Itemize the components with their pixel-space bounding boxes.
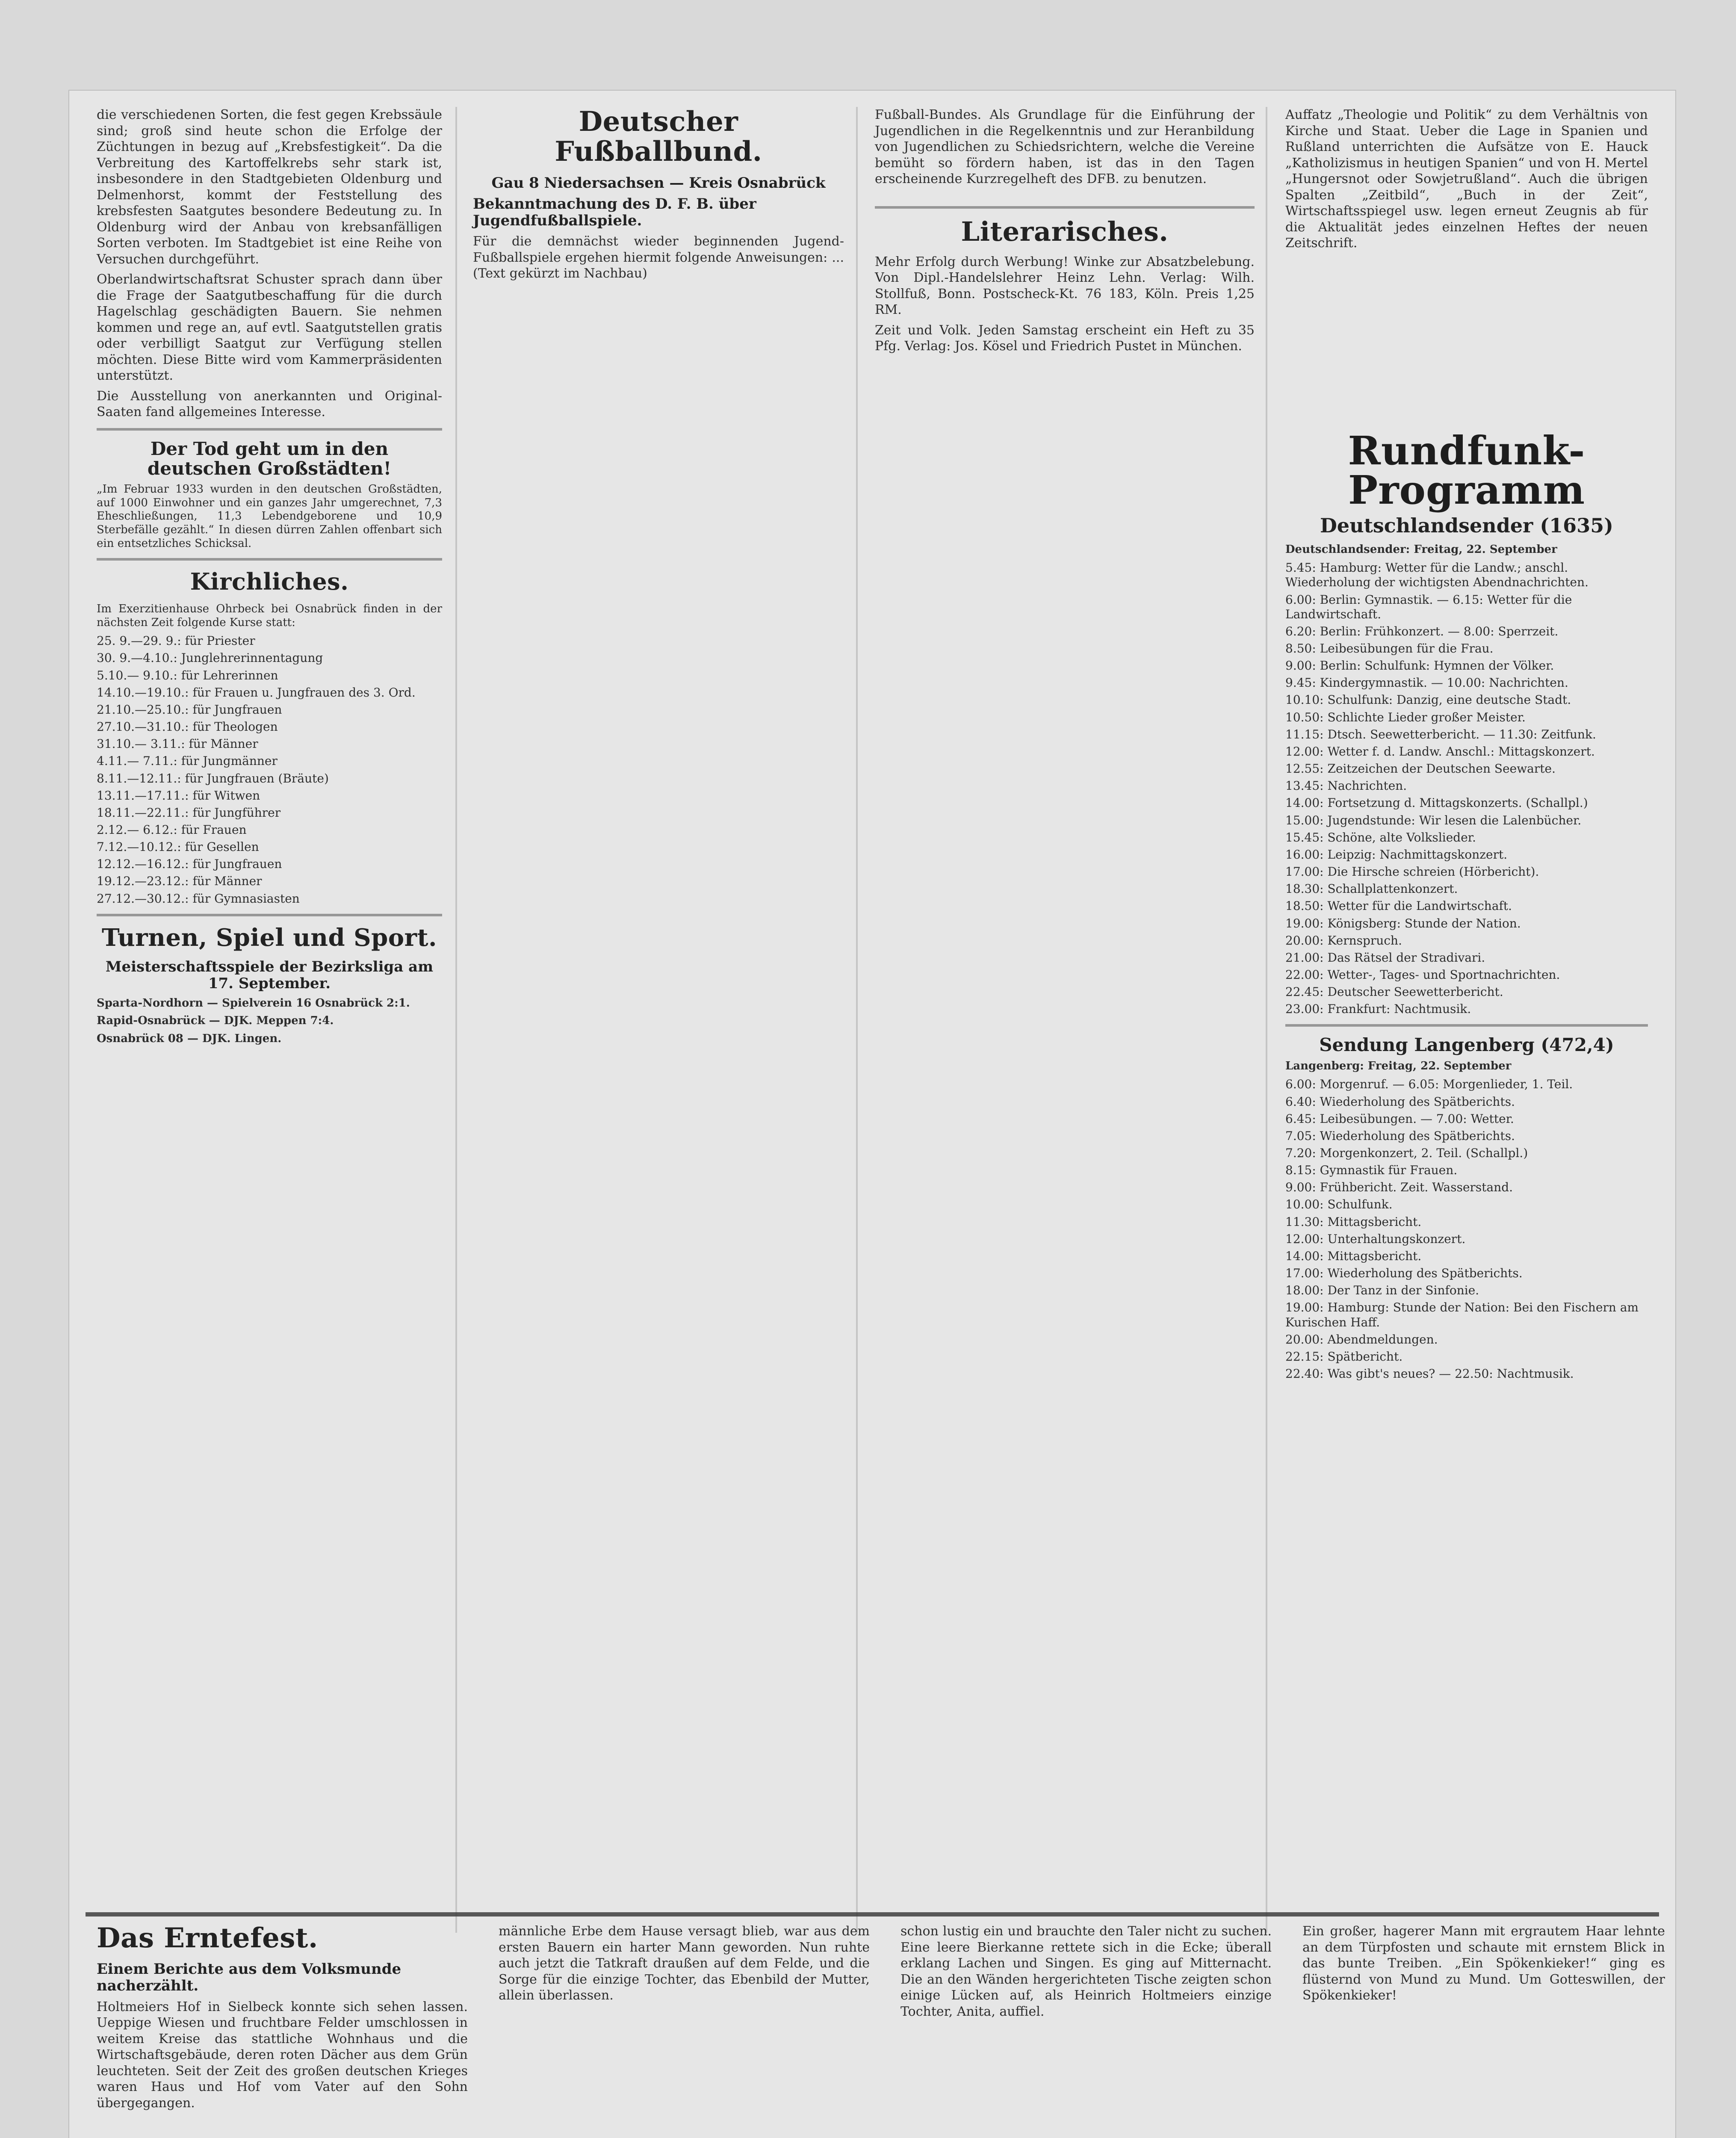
col3-top-body: Fußball-Bundes. Als Grundlage für die Einführung der Jugendlichen in die Regelkenntnis und zur Heranbildung von Jugendlichen zu Schiedsrichtern, welche die Vereine bemüht so fördern haben, ist das in den Tagen erscheinende Kurzregelheft des DFB. zu benutzen. (875, 107, 1259, 186)
bottom-section (86, 1922, 1669, 2138)
ds-item: 19.00: Königsberg: Stunde der Nation. (1285, 916, 1521, 930)
ds-item: 14.00: Fortsetzung d. Mittagskonzerts. (Schallpl.) (1285, 796, 1588, 810)
rundfunk-title: Rundfunk-Programm (1348, 427, 1585, 513)
ds-item: 18.30: Schallplattenkonzert. (1285, 882, 1458, 896)
fussball-title: Deutscher Fußballbund. (555, 106, 762, 168)
literarisches-item-1: Mehr Erfolg durch Werbung! Winke zur Absatzbelebung. Von Dipl.-Handelslehrer Heinz Lehn. Verlag: Wilh. Stollfuß, Bonn. Postscheck-Kt. 76 183, Köln. Preis 1,25 RM. (875, 254, 1259, 318)
langenberg-lead: Langenberg: Freitag, 22. September (1285, 1059, 1512, 1072)
lb-item: 22.40: Was gibt's neues? — 22.50: Nachtmusik. (1285, 1367, 1574, 1381)
deutschlandsender-list (1285, 561, 1648, 1016)
top-column-2 (462, 107, 855, 1933)
erntefest-col4: Ein großer, hagerer Mann mit ergrautem Haar lehnte an dem Türpfosten und schaute mit ernstem Blick in das bunte Treiben. „Ein Spökenkieker!“ ging es flüsternd von Mund zu Mund. Um Gotteswillen, der Spökenkieker! (1302, 1924, 1669, 2003)
kirchliches-item: 27.10.—31.10.: für Theologen (97, 720, 278, 734)
lb-item: 7.20: Morgenkonzert, 2. Teil. (Schallpl.) (1285, 1146, 1528, 1160)
ds-item: 5.45: Hamburg: Wetter für die Landw.; anschl. Wiederholung der wichtigsten Abendnachrichten. (1285, 561, 1589, 590)
ds-item: 20.00: Kernspruch. (1285, 933, 1402, 948)
kirchliches-item: 14.10.—19.10.: für Frauen u. Jungfrauen des 3. Ord. (97, 685, 416, 700)
lb-item: 9.00: Frühbericht. Zeit. Wasserstand. (1285, 1180, 1513, 1195)
ds-item: 10.50: Schlichte Lieder großer Meister. (1285, 710, 1526, 724)
lb-item: 20.00: Abendmeldungen. (1285, 1332, 1438, 1347)
fussball-body: Für die demnächst wieder beginnenden Jugend-Fußballspiele ergehen hiermit folgende Anweisungen: ... (Text gekürzt im Nachbau) (473, 234, 848, 281)
lb-item: 7.05: Wiederholung des Spätberichts. (1285, 1128, 1515, 1143)
fussball-subtitle: Gau 8 Niedersachsen — Kreis Osnabrück (491, 174, 826, 192)
kirchliches-list (97, 634, 442, 906)
ds-item: 18.50: Wetter für die Landwirtschaft. (1285, 899, 1512, 913)
col3-divider (875, 206, 1255, 209)
bottom-column-1 (86, 1923, 479, 2138)
lb-item: 18.00: Der Tanz in der Sinfonie. (1285, 1283, 1479, 1298)
deutschlandsender-title: Deutschlandsender (1635) (1320, 514, 1613, 537)
kirchliches-item: 4.11.— 7.11.: für Jungmänner (97, 754, 278, 768)
top-column-4 (1274, 107, 1659, 1933)
newspaper-page (68, 90, 1676, 2138)
lb-item: 6.00: Morgenruf. — 6.05: Morgenlieder, 1. Teil. (1285, 1077, 1573, 1092)
ds-item: 21.00: Das Rätsel der Stradivari. (1285, 950, 1485, 965)
ds-item: 6.20: Berlin: Frühkonzert. — 8.00: Sperrzeit. (1285, 624, 1559, 638)
column-rule-3 (1266, 107, 1267, 1933)
ds-item: 13.45: Nachrichten. (1285, 779, 1407, 793)
literarisches-title: Literarisches. (961, 216, 1169, 247)
col4-divider (1285, 1024, 1648, 1027)
kirchliches-item: 25. 9.—29. 9.: für Priester (97, 634, 255, 648)
langenberg-list (1285, 1077, 1648, 1381)
kirchliches-item: 21.10.—25.10.: für Jungfrauen (97, 702, 282, 717)
lb-item: 22.15: Spätbericht. (1285, 1349, 1403, 1364)
kirchliches-item: 13.11.—17.11.: für Witwen (97, 788, 260, 803)
kirchliches-item: 7.12.—10.12.: für Gesellen (97, 840, 259, 854)
ds-item: 12.00: Wetter f. d. Landw. Anschl.: Mittagskonzert. (1285, 744, 1595, 759)
section-kirchliches: Kirchliches. (190, 568, 349, 596)
turnen-line-3: Osnabrück 08 — DJK. Lingen. (97, 1032, 282, 1045)
erntefest-title: Das Erntefest. (97, 1922, 318, 1954)
section-turnen: Turnen, Spiel und Sport. (102, 923, 437, 952)
ds-item: 23.00: Frankfurt: Nachtmusik. (1285, 1002, 1471, 1016)
kirchliches-lead: Im Exerzitienhause Ohrbeck bei Osnabrück finden in der nächsten Zeit folgende Kurse statt: (97, 602, 446, 629)
bottom-divider (86, 1912, 1659, 1917)
kirchliches-item: 31.10.— 3.11.: für Männer (97, 737, 258, 751)
lb-item: 6.40: Wiederholung des Spätberichts. (1285, 1094, 1515, 1109)
turnen-line-2: Rapid-Osnabrück — DJK. Meppen 7:4. (97, 1014, 334, 1028)
literarisches-item-2: Zeit und Volk. Jeden Samstag erscheint ein Heft zu 35 Pfg. Verlag: Jos. Kösel und Friedrich Pustet in München. (875, 322, 1259, 354)
kirchliches-item: 5.10.— 9.10.: für Lehrerinnen (97, 668, 278, 682)
deutschlandsender-lead: Deutschlandsender: Freitag, 22. September (1285, 543, 1557, 556)
langenberg-title: Sendung Langenberg (472,4) (1319, 1034, 1614, 1056)
ds-item: 17.00: Die Hirsche schreien (Hörbericht). (1285, 865, 1539, 879)
kirchliches-item: 18.11.—22.11.: für Jungführer (97, 805, 281, 820)
erntefest-col1: Holtmeiers Hof in Sielbeck konnte sich sehen lassen. Ueppige Wiesen und fruchtbare Felder umschlossen in weitem Kreise das stattliche Wohnhaus und die Wirtschaftsgebäude, deren roten Dächer aus dem Grün leuchteten. Seit der Zeit des großen deutschen Krieges waren Haus und Hof vom Vater auf den Sohn übergegangen. (97, 1999, 472, 2111)
lb-item: 19.00: Hamburg: Stunde der Nation: Bei den Fischern am Kurischen Haff. (1285, 1300, 1642, 1329)
kirchliches-item: 12.12.—16.12.: für Jungfrauen (97, 857, 282, 871)
ds-item: 6.00: Berlin: Gymnastik. — 6.15: Wetter für die Landwirtschaft. (1285, 592, 1576, 621)
col1-paragraph-2: Oberlandwirtschaftsrat Schuster sprach dann über die Frage der Saatgutbeschaffung für die durch Hagelschlag geschädigten Bauern. Sie nehmen kommen und rege an, auf evtl. Saatgutstellen gratis oder verbilligt Saatgut zur Verfügung stellen möchten. Diese Bitte wird vom Kammerpräsidenten unterstützt. (97, 272, 446, 383)
erntefest-subtitle: Einem Berichte aus dem Volksmunde nacherzählt. (97, 1961, 402, 1995)
lb-item: 17.00: Wiederholung des Spätberichts. (1285, 1266, 1523, 1281)
lb-item: 10.00: Schulfunk. (1285, 1197, 1393, 1212)
erntefest-col3: schon lustig ein und brauchte den Taler nicht zu suchen. Eine leere Bierkanne rettete sich in die Ecke; überall erklang Lachen und Singen. Es ging auf Mitternacht. Die an den Wänden hergerichteten Tische zeigten schon einige Lücken auf, als Heinrich Holtmeiers einzige Tochter, Anita, auffiel. (900, 1924, 1276, 2019)
bottom-column-2 (487, 1923, 881, 2138)
col1-divider (97, 428, 442, 431)
column-rule-1 (455, 107, 457, 1933)
kirchliches-item: 2.12.— 6.12.: für Frauen (97, 823, 247, 837)
col4-top-paragraph: Auffatz „Theologie und Politik“ zu dem Verhältnis von Kirche und Staat. Ueber die Lage in Spanien und Rußland unterrichten die Aufsätze von E. Hauck „Katholizismus in heutigen Spanien“ und von H. Mertel „Hungersnot oder Sowjetrußland“. Auch die übrigen Spalten „Zeitbild“, „Buch in der Zeit“, Wirtschaftsspiegel usw. legen erneut Zeugnis ab für die Aktualität jedes einzelnen Heftes der neuen Zeitschrift. (1285, 107, 1652, 251)
col1-lead-paragraph: die verschiedenen Sorten, die fest gegen Krebssäule sind; groß sind heute schon die Erfolge der Züchtungen in bezug auf „Krebsfestigkeit“. Da die Verbreitung des Kartoffelkrebs sehr stark ist, insbesondere in den Stadtgebieten Oldenburg und Delmenhorst, kommt der Feststellung des krebsfesten Saatgutes besondere Bedeutung zu. In Oldenburg wird der Anbau von krebsanfälligen Sorten verboten. Im Stadtgebiet ist eine Reihe von Versuchen durchgeführt. (97, 107, 446, 267)
erntefest-col2: männliche Erbe dem Hause versagt blieb, war aus dem ersten Bauern ein harter Mann geworden. Nun ruhte auch jetzt die Tatkraft draußen auf dem Felde, und die Sorge für die einzige Tochter, das Ebenbild der Mutter, allein überlassen. (499, 1924, 874, 2003)
ds-item: 8.50: Leibesübungen für die Frau. (1285, 641, 1494, 656)
bottom-column-4 (1291, 1923, 1676, 2138)
col1-divider-3 (97, 914, 442, 916)
bottom-column-3 (889, 1923, 1283, 2138)
lb-item: 11.30: Mittagsbericht. (1285, 1214, 1422, 1229)
headline-tod-geht-um: Der Tod geht um in den deutschen Großstädten! (147, 438, 392, 479)
ds-item: 16.00: Leipzig: Nachmittagskonzert. (1285, 847, 1508, 862)
kirchliches-item: 8.11.—12.11.: für Jungfrauen (Bräute) (97, 771, 329, 786)
headline-tod-body: „Im Februar 1933 wurden in den deutschen Großstädten, auf 1000 Einwohner und ein ganzes Jahr umgerechnet, 7,3 Eheschließungen, 11,3 Lebendgeborene und 10,9 Sterbefälle gezählt.“ In diesen dürren Zahlen offenbart sich ein entsetzliches Schicksal. (97, 482, 446, 550)
col1-divider-2 (97, 558, 442, 561)
top-column-1 (86, 107, 453, 1933)
turnen-subtitle: Meisterschaftsspiele der Bezirksliga am 17. September. (105, 958, 434, 992)
ds-item: 9.00: Berlin: Schulfunk: Hymnen der Völker. (1285, 659, 1554, 673)
ds-item: 15.45: Schöne, alte Volkslieder. (1285, 830, 1476, 845)
lb-item: 14.00: Mittagsbericht. (1285, 1249, 1422, 1263)
ds-item: 9.45: Kindergymnastik. — 10.00: Nachrichten. (1285, 676, 1568, 690)
kirchliches-item: 27.12.—30.12.: für Gymnasiasten (97, 891, 300, 906)
fussball-bekanntmachung: Bekanntmachung des D. F. B. über Jugendfußballspiele. (473, 195, 756, 229)
top-column-3 (864, 107, 1266, 1933)
lb-item: 8.15: Gymnastik für Frauen. (1285, 1163, 1458, 1178)
ds-item: 11.15: Dtsch. Seewetterbericht. — 11.30: Zeitfunk. (1285, 727, 1596, 741)
lb-item: 12.00: Unterhaltungskonzert. (1285, 1231, 1466, 1246)
ds-item: 22.45: Deutscher Seewetterbericht. (1285, 985, 1503, 999)
ds-item: 10.10: Schulfunk: Danzig, eine deutsche Stadt. (1285, 693, 1571, 707)
col1-paragraph-3: Die Ausstellung von anerkannten und Original-Saaten fand allgemeines Interesse. (97, 388, 442, 419)
lb-item: 6.45: Leibesübungen. — 7.00: Wetter. (1285, 1111, 1514, 1126)
ds-item: 22.00: Wetter-, Tages- und Sportnachrichten. (1285, 967, 1560, 982)
turnen-line-1: Sparta-Nordhorn — Spielverein 16 Osnabrück 2:1. (97, 996, 410, 1010)
ds-item: 12.55: Zeitzeichen der Deutschen Seewarte. (1285, 762, 1556, 776)
kirchliches-item: 30. 9.—4.10.: Junglehrerinnentagung (97, 651, 323, 665)
ds-item: 15.00: Jugendstunde: Wir lesen die Lalenbücher. (1285, 813, 1582, 827)
column-rule-2 (856, 107, 858, 1933)
kirchliches-item: 19.12.—23.12.: für Männer (97, 874, 262, 889)
